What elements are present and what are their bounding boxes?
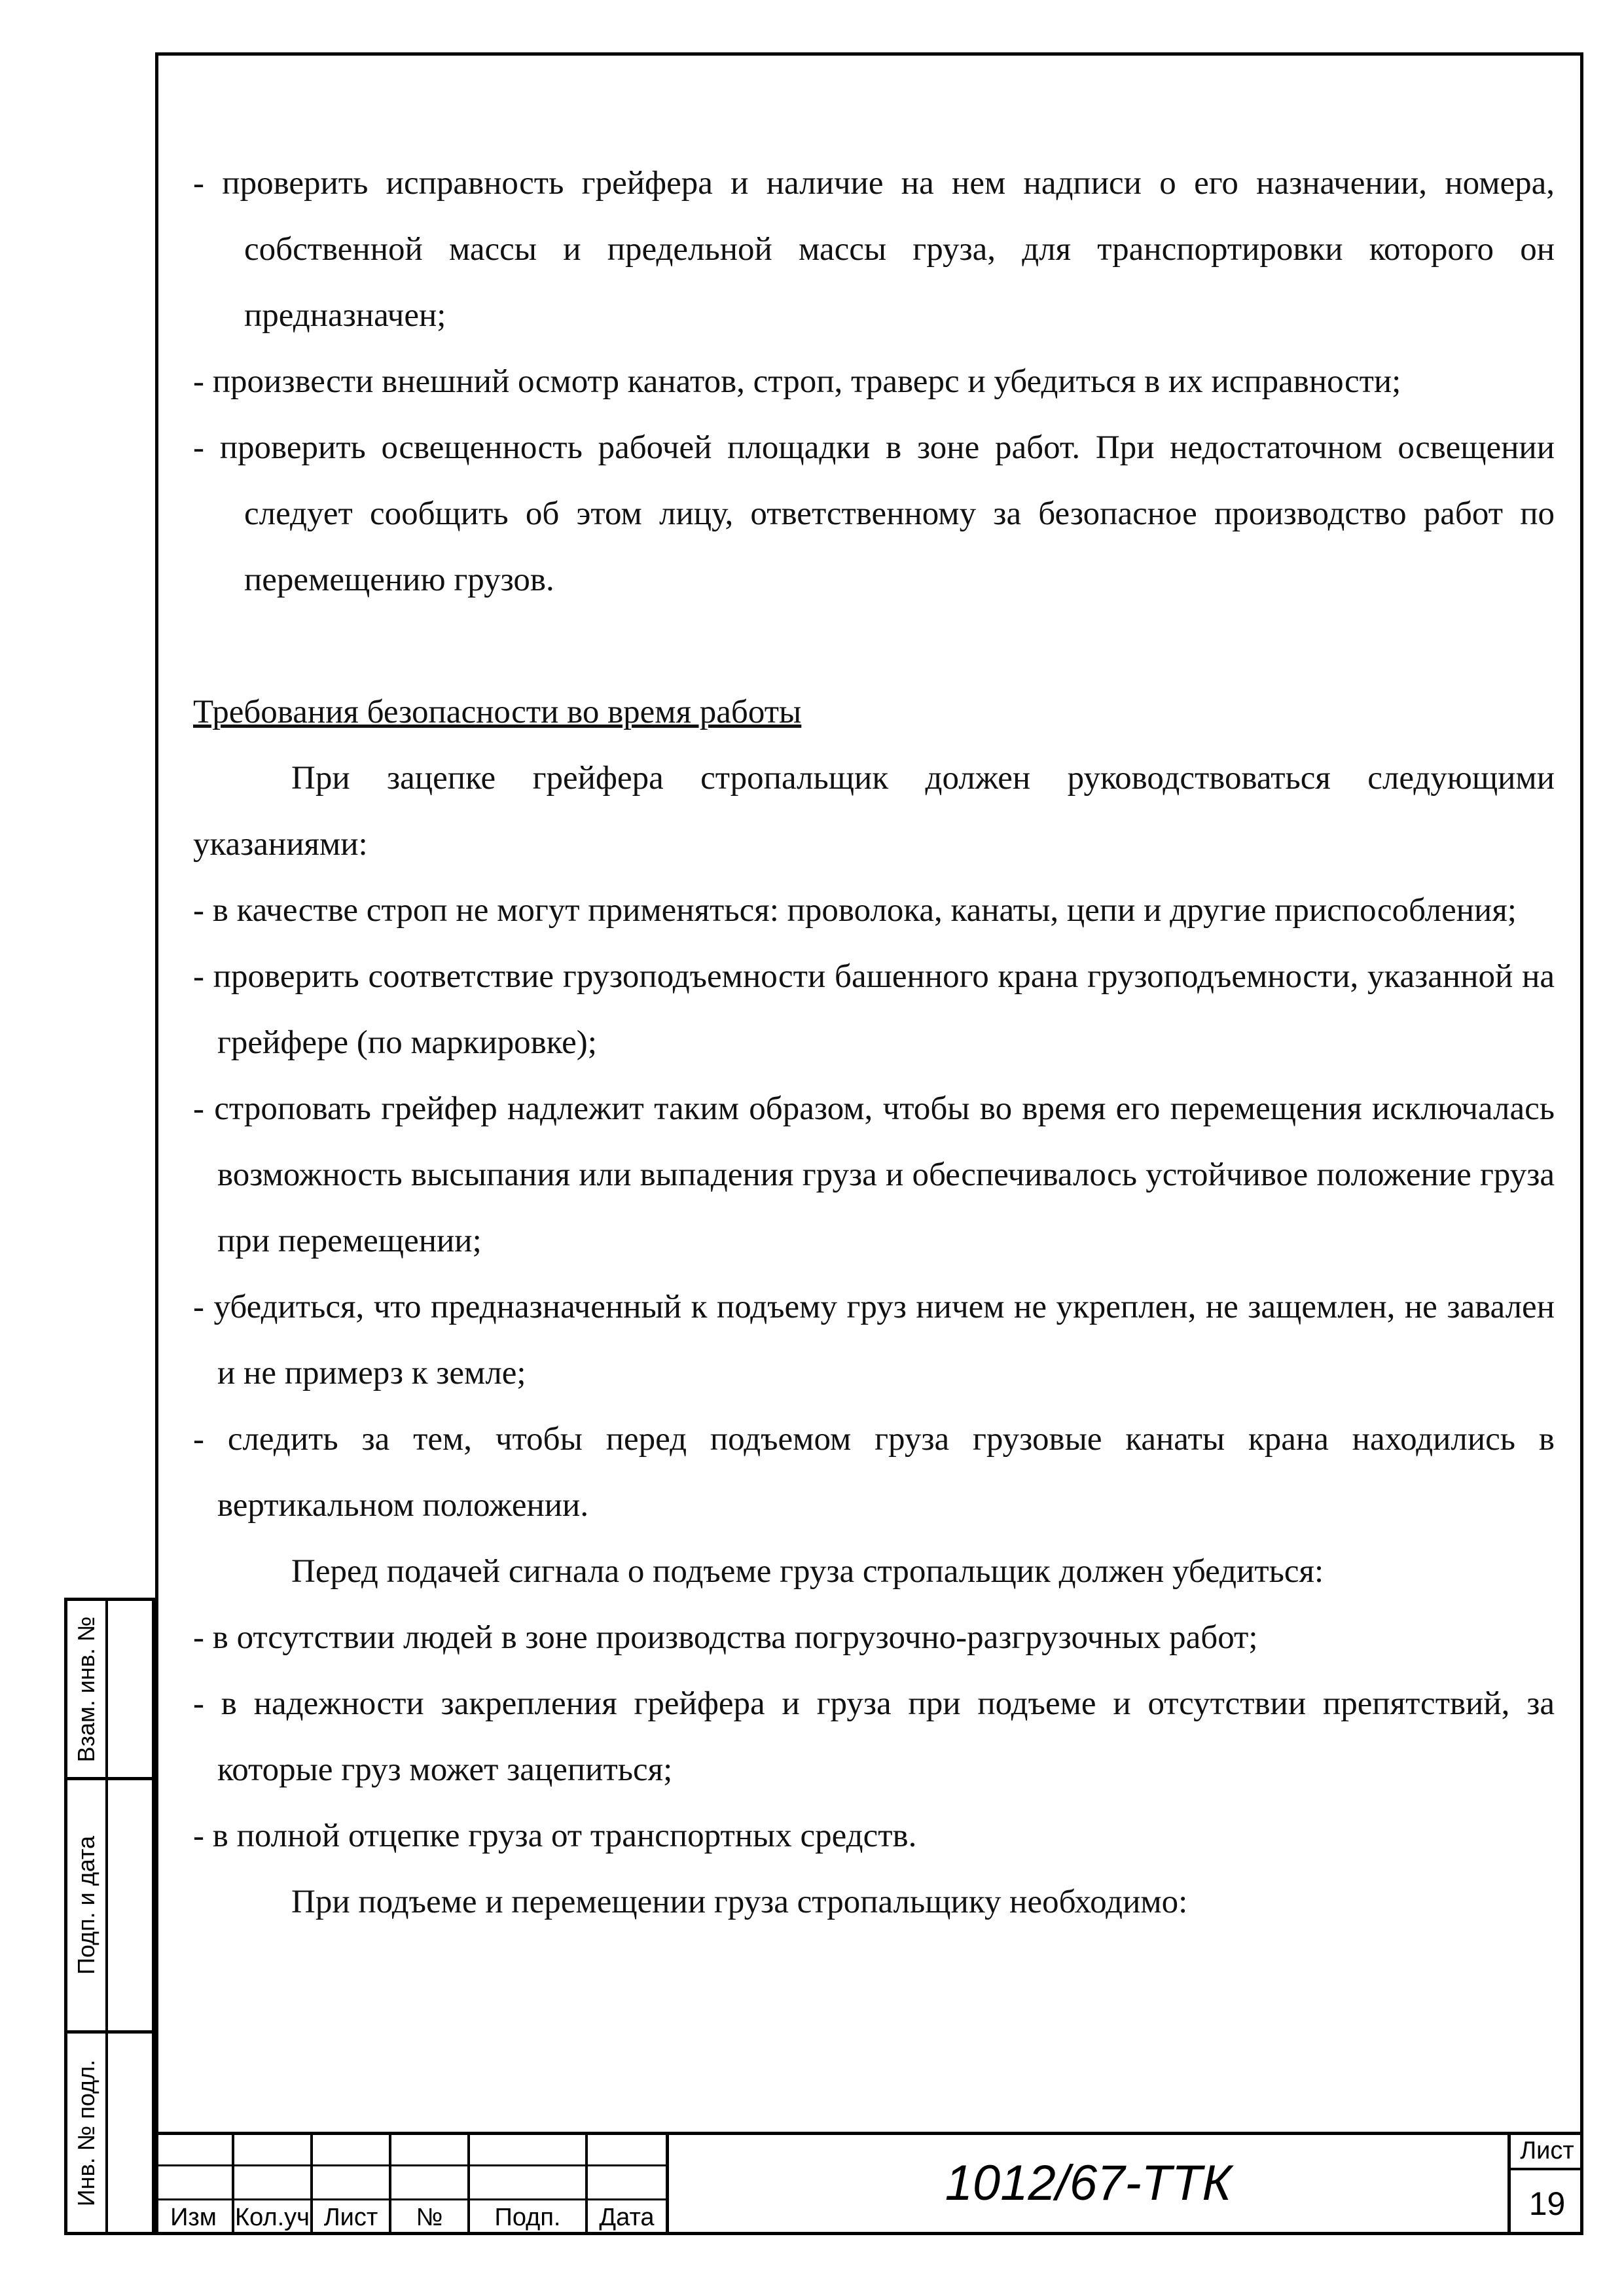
column-header-quantity: Кол.уч — [235, 2204, 310, 2231]
column-header-change: Изм — [170, 2204, 217, 2231]
bullet-paragraph: - следить за тем, чтобы перед подъемом груза грузовые канаты крана находились в вертикальном положении. — [193, 1421, 1555, 1524]
sheet-label: Лист — [1520, 2137, 1574, 2164]
sheet-number: 19 — [1528, 2185, 1566, 2222]
body-paragraph: При зацепке грейфера стропальщик должен руководствоваться следующими указаниями: — [193, 760, 1555, 863]
column-header-sheet: Лист — [323, 2204, 378, 2231]
bullet-paragraph: - проверить освещенность рабочей площадки в зоне работ. При недостаточном освещении следует сообщить об этом лицу, ответственному за безопасное производство работ по перемещению грузов. — [193, 429, 1555, 598]
bullet-paragraph: - в полной отцепке груза от транспортных средств. — [193, 1818, 917, 1854]
bullet-paragraph: - строповать грейфер надлежит таким образом, чтобы во время его перемещения исключалась возможность высыпания или выпадения груза и обеспечивалось устойчивое положение груза при перемещении; — [193, 1090, 1555, 1259]
side-label: Подп. и дата — [73, 1835, 99, 1975]
column-header-date: Дата — [599, 2204, 655, 2231]
side-label: Инв. № подл. — [73, 2059, 99, 2206]
side-cell-signature — [64, 1777, 155, 2034]
side-cell-inventory — [64, 2030, 155, 2235]
bullet-paragraph: - проверить исправность грейфера и наличие на нем надписи о его назначении, номера, собственной массы и предельной массы груза, для транспортировки которого он предназначен; — [193, 165, 1555, 334]
bullet-paragraph: - проверить соответствие грузоподъемности башенного крана грузоподъемности, указанной на грейфере (по маркировке); — [193, 958, 1555, 1061]
title-block — [155, 2132, 1583, 2235]
bullet-paragraph: - в отсутствии людей в зоне производства погрузочно-разгрузочных работ; — [193, 1619, 1258, 1656]
column-header-signature: Подп. — [494, 2204, 561, 2231]
body-paragraph: Перед подачей сигнала о подъеме груза стропальщик должен убедиться: — [291, 1553, 1324, 1590]
body-paragraph: При подъеме и перемещении груза стропальщику необходимо: — [291, 1884, 1188, 1920]
bullet-paragraph: - произвести внешний осмотр канатов, строп, траверс и убедиться в их исправности; — [193, 363, 1401, 400]
bullet-paragraph: - в надежности закрепления грейфера и груза при подъеме и отсутствии препятствий, за которые груз может зацепиться; — [193, 1685, 1555, 1788]
document-code: 1012/67-ТТК — [945, 2155, 1232, 2211]
document-body — [193, 151, 1555, 1935]
side-cell-replacement — [64, 1598, 155, 1780]
column-header-number: № — [416, 2204, 443, 2231]
section-heading: Требования безопасности во время работы — [193, 694, 802, 730]
bullet-paragraph: - в качестве строп не могут применяться: проволока, канаты, цепи и другие приспособления; — [193, 892, 1517, 929]
side-label: Взам. инв. № — [73, 1615, 99, 1763]
side-stamp — [64, 1598, 155, 2235]
bullet-paragraph: - убедиться, что предназначенный к подъему груз ничем не укреплен, не защемлен, не завален и не примерз к земле; — [193, 1289, 1555, 1391]
